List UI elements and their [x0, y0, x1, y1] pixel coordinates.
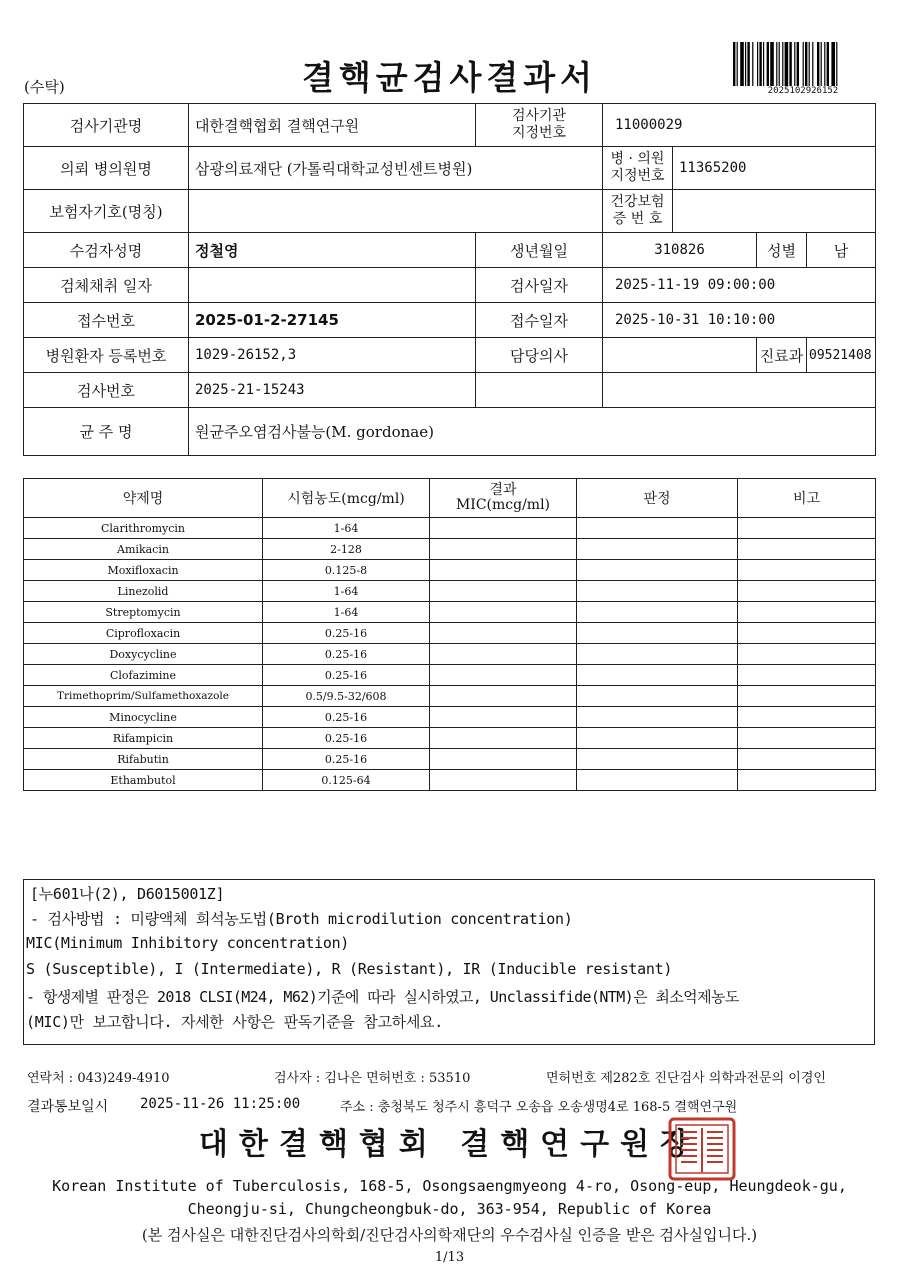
remark-cell [738, 560, 876, 581]
sex-label: 성별 [757, 233, 807, 268]
col-header-conc: 시험농도(mcg/ml) [263, 479, 430, 518]
test-conc-cell: 0.125-8 [263, 560, 430, 581]
remark-cell [738, 707, 876, 728]
method-line: MIC(Minimum Inhibitory concentration) [26, 934, 350, 952]
test-date-label: 검사일자 [476, 268, 603, 303]
mic-result-cell [430, 581, 577, 602]
table-row [24, 539, 876, 560]
barcode-bar [737, 42, 738, 86]
barcode-bar [821, 42, 822, 86]
health-ins-label-line1: 건강보험 [610, 194, 665, 210]
english-address-line1: Korean Institute of Tuberculosis, 168-5, Osongsaengmyeong 4-ro, Osong-eup, Heungdeok-gu, [52, 1177, 847, 1195]
barcode-bar [812, 42, 813, 86]
col-header-result [430, 479, 577, 518]
patient-name-value: 정철영 [189, 233, 476, 268]
health-ins-label [603, 190, 673, 233]
drug-name-cell: Clofazimine [24, 665, 263, 686]
remark-cell [738, 770, 876, 791]
judgement-cell [577, 770, 738, 791]
sex-value: 남 [807, 233, 876, 268]
inst-code-value: 11000029 [603, 104, 876, 147]
dob-label: 생년월일 [476, 233, 603, 268]
table-row [24, 581, 876, 602]
table-row [24, 665, 876, 686]
drug-name-cell: Rifabutin [24, 749, 263, 770]
barcode-bar [767, 42, 769, 86]
institute-address: 주소 : 충청북도 청주시 흥덕구 오송읍 오송생명4로 168-5 결핵연구원 [340, 1100, 738, 1115]
test-conc-cell: 0.5/9.5-32/608 [263, 686, 430, 707]
mic-result-cell [430, 644, 577, 665]
document-type-label: (수탁) [24, 78, 65, 96]
req-hosp-value: 삼광의료재단 (가톨릭대학교성빈센트병원) [189, 147, 603, 190]
col-header-remark: 비고 [738, 479, 876, 518]
remark-cell [738, 581, 876, 602]
test-conc-cell: 1-64 [263, 602, 430, 623]
barcode-bar [824, 42, 825, 86]
barcode-bar [763, 42, 764, 86]
barcode-bar [827, 42, 829, 86]
table-row [24, 770, 876, 791]
strain-label: 균 주 명 [24, 408, 189, 456]
table-row [24, 104, 876, 147]
barcode-bar [782, 42, 783, 86]
table-row [24, 408, 876, 456]
test-date-value: 2025-11-19 09:00:00 [603, 268, 876, 303]
table-row [24, 268, 876, 303]
hosp-code-label-line2: 지정번호 [610, 168, 665, 184]
mic-result-cell [430, 665, 577, 686]
drug-name-cell: Streptomycin [24, 602, 263, 623]
mic-result-cell [430, 602, 577, 623]
barcode-icon [733, 42, 873, 86]
remark-cell [738, 728, 876, 749]
patient-name-label: 수검자성명 [24, 233, 189, 268]
table-row [24, 707, 876, 728]
mic-result-cell [430, 728, 577, 749]
notify-label: 결과통보일시 [27, 1099, 109, 1115]
table-row [24, 686, 876, 707]
health-ins-label-line2: 증 번 호 [612, 211, 663, 227]
drug-susceptibility-table [23, 478, 876, 791]
judgement-cell [577, 749, 738, 770]
method-line: S (Susceptible), I (Intermediate), R (Resistant), IR (Inducible resistant) [26, 960, 673, 978]
test-conc-cell: 0.25-16 [263, 728, 430, 749]
judgement-cell [577, 728, 738, 749]
col-header-result-line1: 결과 [489, 482, 517, 498]
mic-result-cell [430, 707, 577, 728]
judgement-cell [577, 539, 738, 560]
table-row [24, 303, 876, 338]
certification-note: (본 검사실은 대한진단검사의학회/진단검사의학재단의 우수검사실 인증을 받은 검사실입니다.) [141, 1226, 758, 1244]
expert-info: 면허번호 제282호 진단검사 의학과전문의 이경인 [546, 1071, 826, 1086]
barcode-bar [779, 42, 780, 86]
judgement-cell [577, 707, 738, 728]
patient-info-table [23, 103, 876, 456]
inst-code-label [476, 104, 603, 147]
remark-cell [738, 539, 876, 560]
method-line: - 검사방법 : 미량액체 희석농도법(Broth microdilution concentration) [30, 910, 573, 928]
col-header-drug: 약제명 [24, 479, 263, 518]
judgement-cell [577, 686, 738, 707]
drug-name-cell: Ciprofloxacin [24, 623, 263, 644]
empty-cell [603, 373, 876, 408]
inst-code-label-line1: 검사기관 [511, 108, 567, 124]
remark-cell [738, 749, 876, 770]
method-code-line: [누601나(2), D6015001Z] [30, 885, 225, 903]
test-conc-cell: 0.25-16 [263, 707, 430, 728]
table-row [24, 602, 876, 623]
barcode-number: 2025102926152 [767, 86, 839, 96]
barcode-bar [785, 42, 789, 86]
remark-cell [738, 602, 876, 623]
doctor-value [603, 338, 757, 373]
test-conc-cell: 1-64 [263, 581, 430, 602]
table-row [24, 518, 876, 539]
judgement-cell [577, 665, 738, 686]
remark-cell [738, 518, 876, 539]
inst-value: 대한결핵협회 결핵연구원 [189, 104, 476, 147]
empty-cell [476, 373, 603, 408]
judgement-cell [577, 623, 738, 644]
test-conc-cell: 0.125-64 [263, 770, 430, 791]
barcode-bar [770, 42, 774, 86]
remark-cell [738, 665, 876, 686]
table-row [24, 644, 876, 665]
insurer-value [189, 190, 603, 233]
table-row [24, 623, 876, 644]
judgement-cell [577, 644, 738, 665]
barcode-bar [776, 42, 777, 86]
mic-result-cell [430, 518, 577, 539]
collect-date-value [189, 268, 476, 303]
judgement-cell [577, 518, 738, 539]
table-row [24, 233, 876, 268]
barcode-bar [759, 42, 761, 86]
document-title: 결핵균검사결과서 [301, 58, 598, 97]
examiner-info: 검사자 : 김나은 면허번호 : 53510 [274, 1071, 471, 1086]
drug-name-cell: Minocycline [24, 707, 263, 728]
test-conc-cell: 0.25-16 [263, 749, 430, 770]
test-no-value: 2025-21-15243 [189, 373, 476, 408]
barcode-bar [733, 42, 735, 86]
insurer-label: 보험자기호(명칭) [24, 190, 189, 233]
doctor-label: 담당의사 [476, 338, 603, 373]
drug-name-cell: Moxifloxacin [24, 560, 263, 581]
hosp-code-label [603, 147, 673, 190]
barcode-bar [797, 42, 799, 86]
drug-name-cell: Amikacin [24, 539, 263, 560]
mic-result-cell [430, 749, 577, 770]
req-hosp-label: 의뢰 병의원명 [24, 147, 189, 190]
judgement-cell [577, 581, 738, 602]
receipt-date-value: 2025-10-31 10:10:00 [603, 303, 876, 338]
barcode-bar [809, 42, 810, 86]
table-row [24, 190, 876, 233]
receipt-no-value: 2025-01-2-27145 [189, 303, 476, 338]
method-line: - 항생제별 판정은 2018 CLSI(M24, M62)기준에 따라 실시하였고, Unclassifide(NTM)은 최소억제농도 [26, 988, 739, 1006]
mic-result-cell [430, 770, 577, 791]
notify-datetime: 2025-11-26 11:25:00 [140, 1096, 301, 1112]
barcode-bar [803, 42, 804, 86]
hosp-reg-value: 1029-26152,3 [189, 338, 476, 373]
dob-value: 310826 [603, 233, 757, 268]
barcode-bar [794, 42, 795, 86]
barcode-bar [836, 42, 837, 86]
barcode-bar [747, 42, 749, 86]
mic-result-cell [430, 539, 577, 560]
remark-cell [738, 644, 876, 665]
page-number: 1/13 [434, 1250, 465, 1265]
dept-label: 진료과 [757, 338, 807, 373]
test-conc-cell: 0.25-16 [263, 623, 430, 644]
drug-name-cell: Clarithromycin [24, 518, 263, 539]
mic-result-cell [430, 686, 577, 707]
drug-name-cell: Linezolid [24, 581, 263, 602]
barcode-bar [805, 42, 807, 86]
official-seal-icon [667, 1116, 737, 1182]
table-row [24, 147, 876, 190]
test-conc-cell: 1-64 [263, 518, 430, 539]
col-header-result-line2: MIC(mcg/ml) [455, 497, 551, 513]
contact-phone: 연락처 : 043)249-4910 [27, 1071, 170, 1086]
drug-name-cell: Trimethoprim/Sulfamethoxazole [24, 686, 263, 707]
barcode-bar [817, 42, 819, 86]
hosp-reg-label: 병원환자 등록번호 [24, 338, 189, 373]
institute-name: 대한결핵협회 결핵연구원장 [198, 1127, 701, 1162]
barcode-bar [789, 42, 791, 86]
barcode-bar [752, 42, 753, 86]
hosp-code-label-line1: 병 · 의원 [610, 151, 665, 167]
table-row [24, 749, 876, 770]
drug-name-cell: Ethambutol [24, 770, 263, 791]
strain-value: 원균주오염검사불능(M. gordonae) [189, 408, 876, 456]
collect-date-label: 검체채취 일자 [24, 268, 189, 303]
barcode-bar [757, 42, 758, 86]
hosp-code-value: 11365200 [673, 147, 876, 190]
table-header-row [24, 479, 876, 518]
remark-cell [738, 686, 876, 707]
mic-result-cell [430, 623, 577, 644]
method-notes-box [23, 879, 875, 1045]
english-address-line2: Cheongju-si, Chungcheongbuk-do, 363-954, Republic of Korea [187, 1200, 712, 1218]
test-conc-cell: 0.25-16 [263, 665, 430, 686]
test-no-label: 검사번호 [24, 373, 189, 408]
seal-glyph-strokes [681, 1128, 723, 1172]
method-line: (MIC)만 보고합니다. 자세한 사항은 판독기준을 참고하세요. [26, 1013, 443, 1031]
judgement-cell [577, 560, 738, 581]
health-ins-value [673, 190, 876, 233]
test-conc-cell: 2-128 [263, 539, 430, 560]
mic-result-cell [430, 560, 577, 581]
receipt-date-label: 접수일자 [476, 303, 603, 338]
test-conc-cell: 0.25-16 [263, 644, 430, 665]
inst-label: 검사기관명 [24, 104, 189, 147]
barcode-bar [745, 42, 746, 86]
table-row [24, 728, 876, 749]
table-row [24, 373, 876, 408]
receipt-no-label: 접수번호 [24, 303, 189, 338]
remark-cell [738, 623, 876, 644]
col-header-judgement: 판정 [577, 479, 738, 518]
table-row [24, 560, 876, 581]
barcode-bar [831, 42, 835, 86]
inst-code-label-line2: 지정번호 [511, 125, 567, 141]
table-row [24, 338, 876, 373]
drug-name-cell: Doxycycline [24, 644, 263, 665]
dept-value: 09521408 [807, 338, 876, 373]
barcode-bar [740, 42, 744, 86]
judgement-cell [577, 602, 738, 623]
drug-name-cell: Rifampicin [24, 728, 263, 749]
